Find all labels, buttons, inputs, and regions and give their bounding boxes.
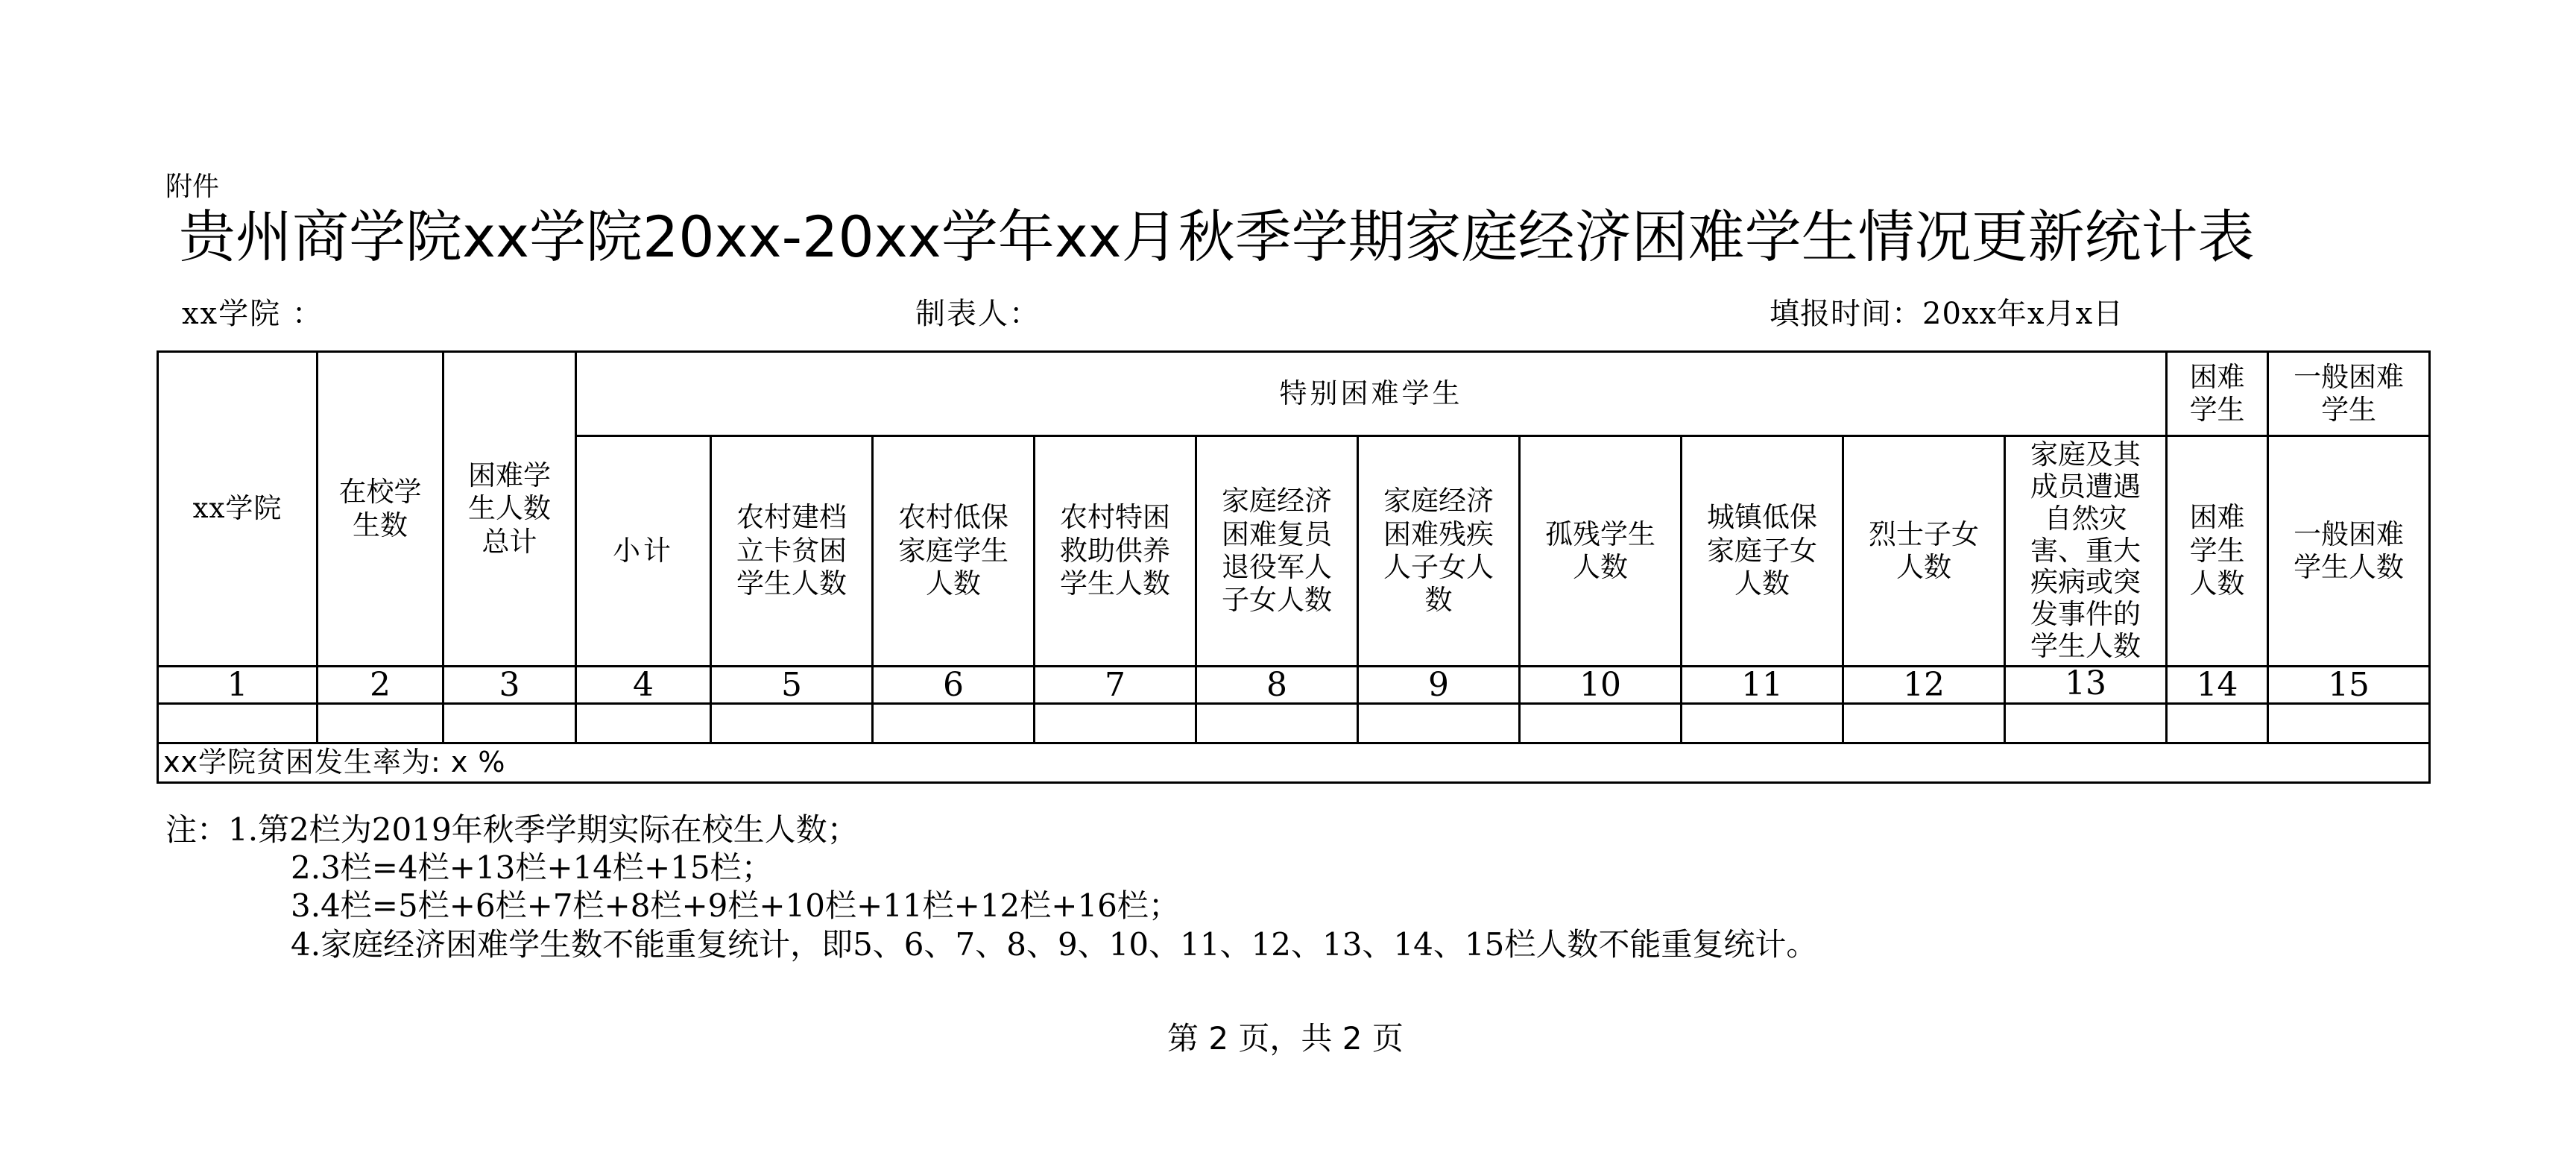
header-rural-poverty-text: 农村建档立卡贫困学生人数 [736, 501, 847, 600]
header-general-count-text: 一般困难学生人数 [2294, 517, 2405, 583]
data-cell[interactable] [2005, 704, 2167, 743]
attachment-label: 附件 [165, 172, 220, 202]
header-general-group [2268, 352, 2430, 436]
data-cell[interactable] [1682, 704, 1843, 743]
note-line: 注：1.第2栏为2019年秋季学期实际在校生人数； [165, 811, 859, 848]
column-number: 3 [443, 667, 576, 704]
data-cell[interactable] [2167, 704, 2268, 743]
column-number: 6 [873, 667, 1035, 704]
header-difficult-total [443, 352, 576, 667]
column-number: 8 [1196, 667, 1358, 704]
header-enrolled [318, 352, 443, 667]
header-subtotal [576, 436, 711, 667]
header-disabled-children [1358, 436, 1520, 667]
column-number: 12 [1843, 667, 2005, 704]
column-number: 5 [711, 667, 873, 704]
header-rural-special-text: 农村特困救助供养学生人数 [1060, 501, 1170, 600]
poverty-rate-row [158, 743, 2430, 783]
header-rural-special [1035, 436, 1196, 667]
column-number: 2 [318, 667, 443, 704]
header-difficult-group-text: 困难学生 [2189, 360, 2245, 426]
data-cell[interactable] [1520, 704, 1682, 743]
header-college [158, 352, 318, 667]
data-cell[interactable] [1358, 704, 1520, 743]
column-number: 7 [1035, 667, 1196, 704]
column-number: 14 [2167, 667, 2268, 704]
header-difficult-count-text: 困难学生人数 [2189, 501, 2245, 600]
header-urban-lowincome-text: 城镇低保家庭子女人数 [1707, 501, 1817, 600]
header-special-group [576, 352, 2167, 436]
data-cell[interactable] [873, 704, 1035, 743]
data-cell[interactable] [576, 704, 711, 743]
note-line: 4.家庭经济困难学生数不能重复统计，即5、6、7、8、9、10、11、12、13、14、15栏人数不能重复统计。 [291, 926, 1818, 963]
page-title: 贵州商学院xx学院20xx-20xx学年xx月秋季学期家庭经济困难学生情况更新统计表 [179, 204, 2255, 270]
header-difficult-count [2167, 436, 2268, 667]
data-cell[interactable] [158, 704, 318, 743]
column-number: 4 [576, 667, 711, 704]
data-cell[interactable] [318, 704, 443, 743]
column-number-row [158, 667, 2430, 704]
column-number: 1 [158, 667, 318, 704]
statistics-table [157, 350, 2431, 784]
data-cell[interactable] [1035, 704, 1196, 743]
header-general-count [2268, 436, 2430, 667]
header-difficult-group [2167, 352, 2268, 436]
header-difficult-total-text: 困难学生人数总计 [468, 459, 551, 558]
data-cell[interactable] [443, 704, 576, 743]
header-rural-lowincome [873, 436, 1035, 667]
column-number: 13 [2005, 667, 2167, 704]
fill-date: 填报时间：20xx年x月x日 [1770, 297, 2124, 331]
header-disaster [2005, 436, 2167, 667]
data-row [158, 704, 2430, 743]
column-number: 10 [1520, 667, 1682, 704]
college-label: xx学院 ： [182, 297, 323, 331]
maker-label: 制表人： [915, 297, 1041, 331]
data-cell[interactable] [1843, 704, 2005, 743]
note-line: 2.3栏=4栏+13栏+14栏+15栏； [291, 849, 773, 886]
header-general-group-text: 一般困难学生 [2294, 360, 2405, 426]
header-orphan [1520, 436, 1682, 667]
poverty-rate: xx学院贫困发生率为: x % [158, 743, 2430, 783]
header-urban-lowincome [1682, 436, 1843, 667]
data-cell[interactable] [711, 704, 873, 743]
header-special-group-text: 特别困难学生 [1279, 377, 1463, 409]
column-number: 11 [1682, 667, 1843, 704]
column-number: 15 [2268, 667, 2430, 704]
header-disaster-text: 家庭及其成员遭遇自然灾害、重大疾病或突发事件的学生人数 [2030, 438, 2141, 663]
header-rural-poverty [711, 436, 873, 667]
data-cell[interactable] [1196, 704, 1358, 743]
header-orphan-text: 孤残学生人数 [1545, 517, 1655, 583]
header-veteran-children-text: 家庭经济困难复员退役军人子女人数 [1222, 485, 1332, 617]
header-rural-lowincome-text: 农村低保家庭学生人数 [898, 501, 1008, 600]
header-veteran-children [1196, 436, 1358, 667]
header-enrolled-text: 在校学生数 [338, 476, 422, 541]
header-subtotal-text: 小计 [613, 534, 674, 567]
header-martyr-children [1843, 436, 2005, 667]
header-disabled-children-text: 家庭经济困难残疾人子女人数 [1383, 485, 1494, 617]
header-martyr-children-text: 烈士子女人数 [1869, 517, 1979, 583]
note-line: 3.4栏=5栏+6栏+7栏+8栏+9栏+10栏+11栏+12栏+16栏； [291, 887, 1180, 924]
page-footer: 第 2 页，共 2 页 [1167, 1020, 1404, 1057]
header-college-text: xx学院 [192, 492, 282, 525]
header-row-groups [158, 352, 2430, 436]
data-cell[interactable] [2268, 704, 2430, 743]
column-number: 9 [1358, 667, 1520, 704]
